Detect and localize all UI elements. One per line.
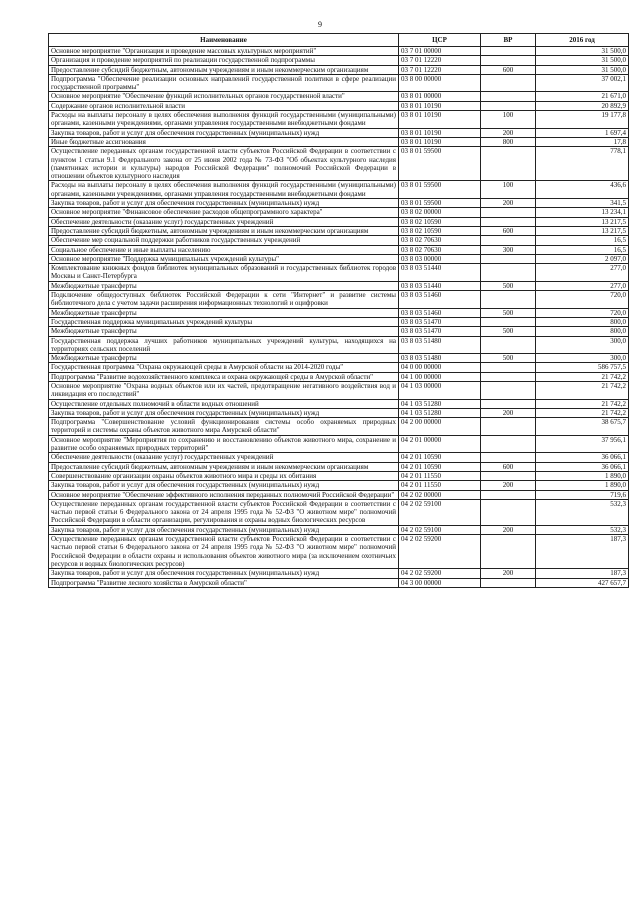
row-csr: 04 2 02 00000 <box>399 490 481 499</box>
row-amount: 17,8 <box>536 137 629 146</box>
row-name: Подпрограмма "Обеспечение реализации основных направлений государственной политики в сфере реализации государственной программы" <box>49 74 399 92</box>
header-csr: ЦСР <box>399 34 481 47</box>
row-name: Обеспечение деятельности (оказание услуг) государственных учреждений <box>49 453 399 462</box>
row-name: Обеспечение деятельности (оказание услуг) государственных учреждений <box>49 217 399 226</box>
row-amount: 300,0 <box>536 354 629 363</box>
budget-table <box>48 33 629 588</box>
row-vr <box>481 317 536 326</box>
table-row <box>49 569 629 578</box>
row-vr: 300 <box>481 245 536 254</box>
table-row <box>49 435 629 453</box>
row-name: Предоставление субсидий бюджетным, автономным учреждениям и иным некоммерческим организациям <box>49 65 399 74</box>
table-row <box>49 327 629 336</box>
row-vr <box>481 264 536 282</box>
header-year: 2016 год <box>536 34 629 47</box>
row-vr <box>481 217 536 226</box>
table-row <box>49 462 629 471</box>
row-name: Совершенствование организации охраны объектов животного мира и среды их обитания <box>49 471 399 480</box>
row-csr: 03 8 01 10190 <box>399 111 481 129</box>
table-row <box>49 418 629 436</box>
header-name: Наименование <box>49 34 399 47</box>
row-amount: 187,3 <box>536 569 629 578</box>
row-name: Основное мероприятие "Мероприятия по сохранению и восстановлению объектов животного мира, сохранение и развитие особо охраняемых природных территорий" <box>49 435 399 453</box>
row-amount: 436,6 <box>536 181 629 199</box>
page-number: 9 <box>318 20 322 29</box>
row-amount: 720,0 <box>536 291 629 309</box>
table-row <box>49 308 629 317</box>
row-csr: 04 1 00 00000 <box>399 372 481 381</box>
row-amount: 36 066,1 <box>536 462 629 471</box>
row-amount: 719,6 <box>536 490 629 499</box>
row-name: Закупка товаров, работ и услуг для обеспечения государственных (муниципальных) нужд <box>49 569 399 578</box>
row-amount: 277,0 <box>536 281 629 290</box>
header-vr: ВР <box>481 34 536 47</box>
row-vr <box>481 47 536 56</box>
row-name: Основное мероприятие "Поддержка муниципальных учреждений культуры" <box>49 254 399 263</box>
row-amount: 31 500,0 <box>536 65 629 74</box>
row-amount: 427 657,7 <box>536 578 629 587</box>
row-amount: 800,0 <box>536 317 629 326</box>
row-name: Межбюджетные трансферты <box>49 281 399 290</box>
row-name: Подпрограмма "Совершенствование условий функционирования системы особо охраняемых природных территорий и системы охраны объектов животного мира Амурской области" <box>49 418 399 436</box>
row-csr: 03 8 03 51480 <box>399 336 481 354</box>
row-amount: 21 742,2 <box>536 372 629 381</box>
table-row <box>49 372 629 381</box>
row-amount: 586 757,5 <box>536 363 629 372</box>
row-csr: 04 3 00 00000 <box>399 578 481 587</box>
row-amount: 31 500,0 <box>536 47 629 56</box>
row-vr <box>481 147 536 181</box>
table-row <box>49 317 629 326</box>
table-row <box>49 291 629 309</box>
row-amount: 21 742,2 <box>536 399 629 408</box>
row-name: Социальное обеспечение и иные выплаты населению <box>49 245 399 254</box>
row-csr: 03 8 01 59500 <box>399 199 481 208</box>
row-vr: 600 <box>481 65 536 74</box>
row-name: Закупка товаров, работ и услуг для обеспечения государственных (муниципальных) нужд <box>49 525 399 534</box>
table-row <box>49 381 629 399</box>
row-vr: 200 <box>481 199 536 208</box>
row-amount: 38 675,7 <box>536 418 629 436</box>
table-row <box>49 92 629 101</box>
row-name: Закупка товаров, работ и услуг для обеспечения государственных (муниципальных) нужд <box>49 199 399 208</box>
row-vr <box>481 399 536 408</box>
row-csr: 03 8 02 00000 <box>399 208 481 217</box>
table-row <box>49 236 629 245</box>
row-vr: 200 <box>481 408 536 417</box>
row-amount: 277,0 <box>536 264 629 282</box>
row-amount: 532,3 <box>536 499 629 525</box>
table-row <box>49 336 629 354</box>
table-row <box>49 499 629 525</box>
table-row <box>49 65 629 74</box>
row-csr: 03 8 02 10590 <box>399 217 481 226</box>
row-csr: 03 7 01 12220 <box>399 56 481 65</box>
row-csr: 04 1 03 00000 <box>399 381 481 399</box>
table-row <box>49 199 629 208</box>
row-vr <box>481 381 536 399</box>
row-name: Осуществление переданных органам государственной власти субъектов Российской Федерации в соответствии с частью первой статьи 6 Федерального закона от 24 апреля 1995 года № 52-ФЗ "О животном мире" полномочий Российской Федерации в области организации, регулирования и охраны водных биологических ресурсов <box>49 499 399 525</box>
row-vr <box>481 471 536 480</box>
row-amount: 13 217,5 <box>536 217 629 226</box>
row-vr <box>481 418 536 436</box>
row-name: Комплектование книжных фондов библиотек муниципальных образований и государственных библиотек городов Москвы и Санкт-Петербурга <box>49 264 399 282</box>
table-row <box>49 254 629 263</box>
row-name: Организация и проведение мероприятий по реализации государственной подпрограммы <box>49 56 399 65</box>
row-amount: 37 002,1 <box>536 74 629 92</box>
row-csr: 03 7 01 12220 <box>399 65 481 74</box>
row-name: Государственная программа "Охрана окружающей среды в Амурской области на 2014-2020 годы" <box>49 363 399 372</box>
table-row <box>49 399 629 408</box>
row-csr: 03 7 01 00000 <box>399 47 481 56</box>
table-row <box>49 471 629 480</box>
row-name: Расходы на выплаты персоналу в целях обеспечения выполнения функций государственными (муниципальными) органами, казенными учреждениями, органами управления государственными внебюджетными фондами <box>49 181 399 199</box>
row-name: Межбюджетные трансферты <box>49 354 399 363</box>
row-amount: 21 742,2 <box>536 381 629 399</box>
row-csr: 03 8 03 51470 <box>399 327 481 336</box>
row-vr: 100 <box>481 181 536 199</box>
row-name: Закупка товаров, работ и услуг для обеспечения государственных (муниципальных) нужд <box>49 128 399 137</box>
row-name: Осуществление отдельных полномочий в области водных отношений <box>49 399 399 408</box>
row-amount: 21 671,0 <box>536 92 629 101</box>
row-name: Предоставление субсидий бюджетным, автономным учреждениям и иным некоммерческим организациям <box>49 226 399 235</box>
row-amount: 1 697,4 <box>536 128 629 137</box>
table-row <box>49 490 629 499</box>
table-row <box>49 226 629 235</box>
table-row <box>49 217 629 226</box>
row-csr: 03 8 02 70630 <box>399 236 481 245</box>
row-vr: 600 <box>481 462 536 471</box>
row-csr: 03 8 02 70630 <box>399 245 481 254</box>
table-row <box>49 147 629 181</box>
row-name: Основное мероприятие "Финансовое обеспечение расходов общепрограммного характера" <box>49 208 399 217</box>
row-csr: 03 8 00 00000 <box>399 74 481 92</box>
row-name: Государственная поддержка лучших работников муниципальных учреждений культуры, находящихся на территориях сельских поселений <box>49 336 399 354</box>
row-csr: 04 2 01 00000 <box>399 435 481 453</box>
row-name: Предоставление субсидий бюджетным, автономным учреждениям и иным некоммерческим организациям <box>49 462 399 471</box>
row-csr: 03 8 03 51440 <box>399 281 481 290</box>
row-name: Содержание органов исполнительной власти <box>49 101 399 110</box>
row-vr <box>481 56 536 65</box>
row-name: Основное мероприятие "Обеспечение эффективного исполнения переданных полномочий Российской Федерации" <box>49 490 399 499</box>
row-amount: 13 217,5 <box>536 226 629 235</box>
table-row <box>49 101 629 110</box>
row-csr: 04 1 03 51280 <box>399 399 481 408</box>
row-amount: 720,0 <box>536 308 629 317</box>
row-name: Основное мероприятие "Организация и проведение массовых культурных мероприятий" <box>49 47 399 56</box>
table-row <box>49 535 629 569</box>
row-vr <box>481 208 536 217</box>
table-row <box>49 56 629 65</box>
row-csr: 04 2 00 00000 <box>399 418 481 436</box>
row-name: Осуществление переданных органам государственной власти субъектов Российской Федерации в соответствии с частью первой статьи 6 Федерального закона от 24 апреля 1995 года № 52-ФЗ "О животном мире" полномочий Российской Федерации в области охраны и использования объектов животного мира (за исключением охотничьих ресурсов и водных биологических ресурсов) <box>49 535 399 569</box>
row-amount: 16,5 <box>536 245 629 254</box>
row-amount: 1 890,0 <box>536 471 629 480</box>
table-body <box>49 47 629 588</box>
row-name: Иные бюджетные ассигнования <box>49 137 399 146</box>
row-vr <box>481 291 536 309</box>
row-amount: 37 956,1 <box>536 435 629 453</box>
row-csr: 03 8 01 10190 <box>399 128 481 137</box>
row-csr: 04 1 03 51280 <box>399 408 481 417</box>
row-amount: 16,5 <box>536 236 629 245</box>
row-vr <box>481 236 536 245</box>
row-vr <box>481 92 536 101</box>
table-row <box>49 111 629 129</box>
row-csr: 04 2 02 59100 <box>399 499 481 525</box>
row-csr: 04 2 01 11550 <box>399 471 481 480</box>
row-name: Обеспечение мер социальной поддержки работников государственных учреждений <box>49 236 399 245</box>
row-csr: 03 8 01 59500 <box>399 147 481 181</box>
table-row <box>49 453 629 462</box>
row-vr: 100 <box>481 111 536 129</box>
row-csr: 04 2 02 59200 <box>399 569 481 578</box>
table-row <box>49 128 629 137</box>
row-name: Межбюджетные трансферты <box>49 327 399 336</box>
row-amount: 20 892,9 <box>536 101 629 110</box>
row-amount: 532,3 <box>536 525 629 534</box>
table-row <box>49 481 629 490</box>
row-vr: 500 <box>481 327 536 336</box>
row-amount: 187,3 <box>536 535 629 569</box>
row-csr: 03 8 03 51470 <box>399 317 481 326</box>
row-csr: 03 8 03 51460 <box>399 291 481 309</box>
row-amount: 19 177,8 <box>536 111 629 129</box>
row-amount: 21 742,2 <box>536 408 629 417</box>
row-name: Расходы на выплаты персоналу в целях обеспечения выполнения функций государственными (муниципальными) органами, казенными учреждениями, органами управления государственными внебюджетными фондами <box>49 111 399 129</box>
table-header-row <box>49 34 629 47</box>
row-amount: 341,5 <box>536 199 629 208</box>
row-csr: 03 8 03 51440 <box>399 264 481 282</box>
row-vr <box>481 372 536 381</box>
row-csr: 03 8 01 10190 <box>399 101 481 110</box>
row-csr: 04 2 01 11550 <box>399 481 481 490</box>
row-name: Подпрограмма "Развитие лесного хозяйства в Амурской области" <box>49 578 399 587</box>
row-csr: 04 2 02 59100 <box>399 525 481 534</box>
row-vr: 500 <box>481 308 536 317</box>
table-row <box>49 47 629 56</box>
row-vr: 800 <box>481 137 536 146</box>
row-vr <box>481 435 536 453</box>
row-name: Основное мероприятие "Обеспечение функций исполнительных органов государственной власти" <box>49 92 399 101</box>
table-row <box>49 74 629 92</box>
row-amount: 1 890,0 <box>536 481 629 490</box>
row-csr: 03 8 03 51480 <box>399 354 481 363</box>
row-vr: 500 <box>481 281 536 290</box>
row-name: Закупка товаров, работ и услуг для обеспечения государственных (муниципальных) нужд <box>49 408 399 417</box>
row-vr <box>481 499 536 525</box>
row-amount: 778,1 <box>536 147 629 181</box>
row-name: Осуществление переданных органам государственной власти субъектов Российской Федерации в соответствии с пунктом 1 статьи 9.1 Федерального закона от 25 июня 2002 года № 73-ФЗ "Об объектах культурного наследия (памятниках истории и культуры) народов Российской Федерации" полномочий Российской Федерации в отношении объектов культурного наследия <box>49 147 399 181</box>
row-amount: 800,0 <box>536 327 629 336</box>
row-vr <box>481 363 536 372</box>
row-vr <box>481 254 536 263</box>
row-amount: 31 500,0 <box>536 56 629 65</box>
table-row <box>49 408 629 417</box>
row-csr: 04 2 01 10590 <box>399 462 481 471</box>
row-csr: 03 8 01 10190 <box>399 137 481 146</box>
row-csr: 03 8 01 59500 <box>399 181 481 199</box>
row-csr: 03 8 03 51460 <box>399 308 481 317</box>
row-csr: 04 0 00 00000 <box>399 363 481 372</box>
row-amount: 36 066,1 <box>536 453 629 462</box>
row-name: Межбюджетные трансферты <box>49 308 399 317</box>
row-vr: 200 <box>481 128 536 137</box>
table-row <box>49 281 629 290</box>
table-row <box>49 208 629 217</box>
table-row <box>49 354 629 363</box>
row-vr <box>481 453 536 462</box>
row-vr: 200 <box>481 481 536 490</box>
row-name: Основное мероприятие "Охрана водных объектов или их частей, предотвращение негативного воздействия вод и ликвидация его последствий" <box>49 381 399 399</box>
row-csr: 03 8 03 00000 <box>399 254 481 263</box>
row-csr: 04 2 01 10590 <box>399 453 481 462</box>
row-name: Подпрограмма "Развитие водохозяйственного комплекса и охрана окружающей среды в Амурской области" <box>49 372 399 381</box>
row-vr <box>481 535 536 569</box>
table-row <box>49 137 629 146</box>
row-csr: 03 8 01 00000 <box>399 92 481 101</box>
row-vr: 500 <box>481 354 536 363</box>
row-vr: 200 <box>481 569 536 578</box>
row-name: Государственная поддержка муниципальных учреждений культуры <box>49 317 399 326</box>
row-vr <box>481 336 536 354</box>
row-name: Закупка товаров, работ и услуг для обеспечения государственных (муниципальных) нужд <box>49 481 399 490</box>
table-row <box>49 578 629 587</box>
table-row <box>49 525 629 534</box>
row-csr: 03 8 02 10590 <box>399 226 481 235</box>
row-amount: 13 234,1 <box>536 208 629 217</box>
row-vr: 600 <box>481 226 536 235</box>
row-vr: 200 <box>481 525 536 534</box>
row-vr <box>481 490 536 499</box>
row-vr <box>481 101 536 110</box>
table-row <box>49 181 629 199</box>
table-row <box>49 363 629 372</box>
row-name: Подключение общедоступных библиотек Российской Федерации к сети "Интернет" и развитие системы библиотечного дела с учетом задачи расширения информационных технологий и оцифровки <box>49 291 399 309</box>
row-vr <box>481 74 536 92</box>
table-row <box>49 245 629 254</box>
table-row <box>49 264 629 282</box>
row-amount: 300,0 <box>536 336 629 354</box>
row-csr: 04 2 02 59200 <box>399 535 481 569</box>
row-amount: 2 097,0 <box>536 254 629 263</box>
row-vr <box>481 578 536 587</box>
